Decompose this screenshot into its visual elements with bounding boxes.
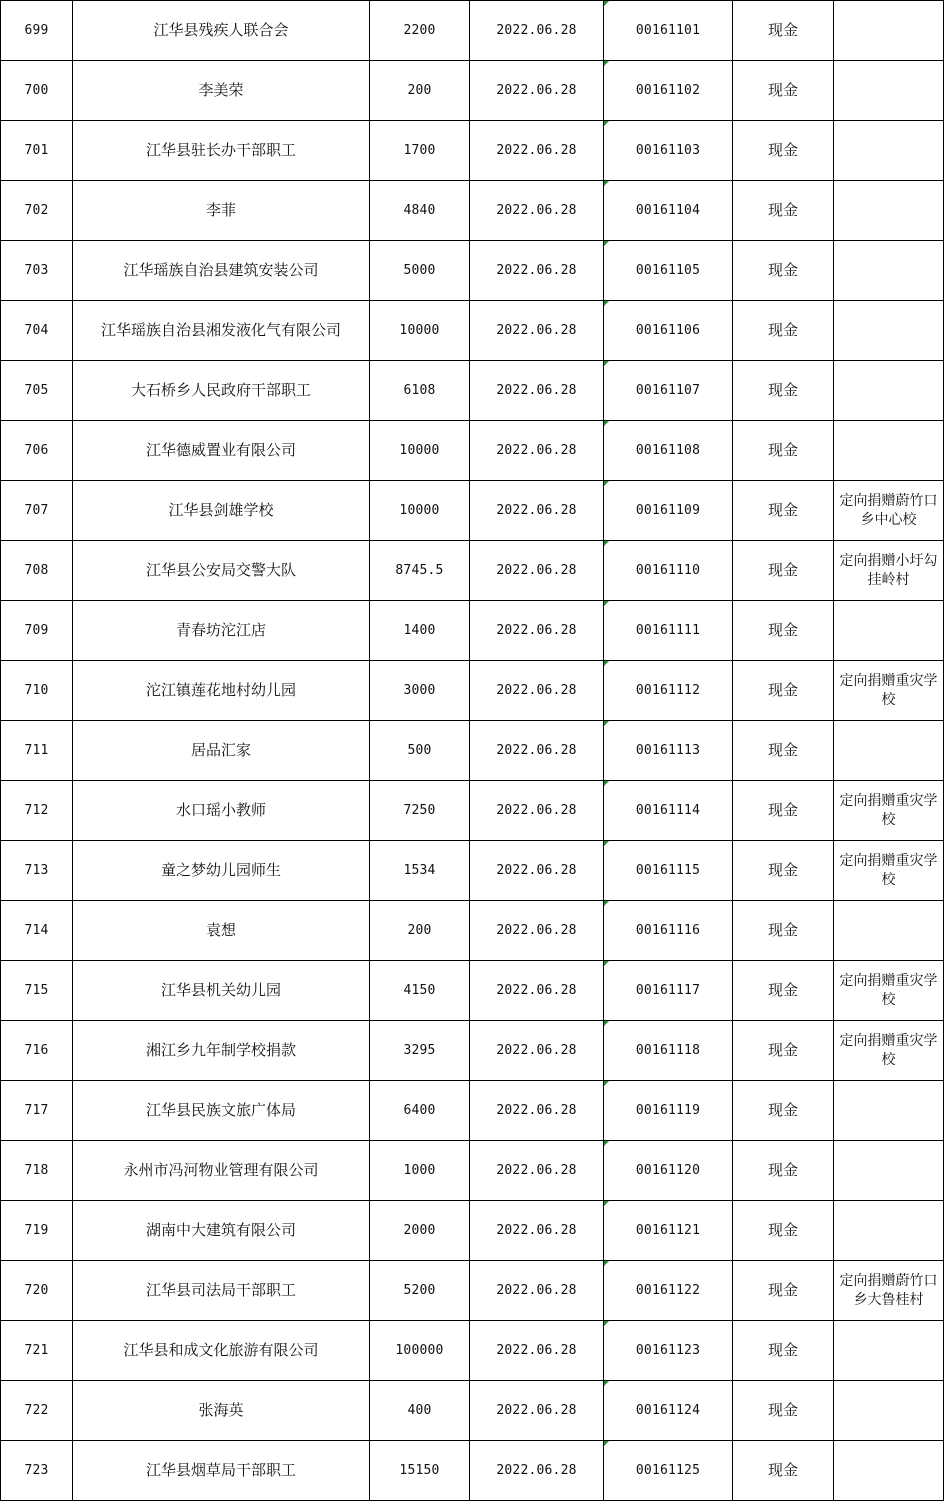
row-number: 705 [1, 361, 73, 421]
donation-amount: 1700 [370, 121, 470, 181]
donation-note [834, 901, 944, 961]
donation-note [834, 421, 944, 481]
table-row [1, 661, 944, 721]
donation-note: 定向捐赠重灾学校 [834, 841, 944, 901]
table-row [1, 1201, 944, 1261]
donation-date: 2022.06.28 [470, 61, 604, 121]
payment-method: 现金 [733, 721, 834, 781]
donation-date: 2022.06.28 [470, 1381, 604, 1441]
donor-name: 童之梦幼儿园师生 [73, 841, 370, 901]
row-number: 711 [1, 721, 73, 781]
row-number: 708 [1, 541, 73, 601]
cell-comment-marker-icon [604, 241, 609, 246]
payment-method: 现金 [733, 841, 834, 901]
donation-note: 定向捐赠小圩勾挂岭村 [834, 541, 944, 601]
donor-name: 居品汇家 [73, 721, 370, 781]
payment-method: 现金 [733, 1201, 834, 1261]
cell-comment-marker-icon [604, 1081, 609, 1086]
row-number: 706 [1, 421, 73, 481]
receipt-number-text: 00161121 [635, 1223, 701, 1238]
donation-amount: 200 [370, 901, 470, 961]
donor-name: 江华县残疾人联合会 [73, 1, 370, 61]
donation-note [834, 721, 944, 781]
donation-amount: 400 [370, 1381, 470, 1441]
table-row [1, 361, 944, 421]
receipt-number-text: 00161116 [635, 923, 701, 938]
receipt-number [604, 241, 733, 301]
donation-date: 2022.06.28 [470, 481, 604, 541]
donor-name: 湘江乡九年制学校捐款 [73, 1021, 370, 1081]
donation-date: 2022.06.28 [470, 841, 604, 901]
donation-note [834, 361, 944, 421]
cell-comment-marker-icon [604, 1141, 609, 1146]
receipt-number [604, 1081, 733, 1141]
receipt-number-text: 00161117 [635, 983, 701, 998]
cell-comment-marker-icon [604, 781, 609, 786]
donor-name: 永州市冯河物业管理有限公司 [73, 1141, 370, 1201]
donation-date: 2022.06.28 [470, 421, 604, 481]
payment-method: 现金 [733, 1021, 834, 1081]
donation-amount: 2000 [370, 1201, 470, 1261]
donor-name: 江华县机关幼儿园 [73, 961, 370, 1021]
donation-date: 2022.06.28 [470, 1441, 604, 1501]
payment-method: 现金 [733, 901, 834, 961]
donor-name: 沱江镇莲花地村幼儿园 [73, 661, 370, 721]
donation-amount: 1400 [370, 601, 470, 661]
row-number: 704 [1, 301, 73, 361]
donor-name: 大石桥乡人民政府干部职工 [73, 361, 370, 421]
row-number: 699 [1, 1, 73, 61]
donation-date: 2022.06.28 [470, 301, 604, 361]
payment-method: 现金 [733, 1321, 834, 1381]
receipt-number-text: 00161118 [635, 1043, 701, 1058]
payment-method: 现金 [733, 1081, 834, 1141]
payment-method: 现金 [733, 241, 834, 301]
donation-amount: 5200 [370, 1261, 470, 1321]
receipt-number-text: 00161124 [635, 1403, 701, 1418]
receipt-number-text: 00161114 [635, 803, 701, 818]
receipt-number [604, 421, 733, 481]
receipt-number [604, 361, 733, 421]
receipt-number-text: 00161107 [635, 383, 701, 398]
table-row [1, 481, 944, 541]
donation-date: 2022.06.28 [470, 181, 604, 241]
row-number: 712 [1, 781, 73, 841]
donation-amount: 10000 [370, 421, 470, 481]
donation-amount: 500 [370, 721, 470, 781]
cell-comment-marker-icon [604, 421, 609, 426]
payment-method: 现金 [733, 361, 834, 421]
receipt-number-text: 00161108 [635, 443, 701, 458]
donor-name: 江华县民族文旅广体局 [73, 1081, 370, 1141]
donation-date: 2022.06.28 [470, 661, 604, 721]
table-row [1, 1381, 944, 1441]
row-number: 701 [1, 121, 73, 181]
table-row [1, 781, 944, 841]
table-row [1, 721, 944, 781]
row-number: 717 [1, 1081, 73, 1141]
table-row [1, 1081, 944, 1141]
receipt-number [604, 61, 733, 121]
table-row [1, 1021, 944, 1081]
receipt-number [604, 481, 733, 541]
payment-method: 现金 [733, 541, 834, 601]
donation-note: 定向捐赠蔚竹口乡中心校 [834, 481, 944, 541]
table-row [1, 301, 944, 361]
receipt-number-text: 00161112 [635, 683, 701, 698]
donor-name: 江华县驻长办干部职工 [73, 121, 370, 181]
cell-comment-marker-icon [604, 1021, 609, 1026]
payment-method: 现金 [733, 121, 834, 181]
donation-amount: 4150 [370, 961, 470, 1021]
donation-note [834, 1141, 944, 1201]
cell-comment-marker-icon [604, 901, 609, 906]
table-row [1, 1, 944, 61]
table-row [1, 61, 944, 121]
table-row [1, 1441, 944, 1501]
receipt-number-text: 00161110 [635, 563, 701, 578]
receipt-number-text: 00161104 [635, 203, 701, 218]
donor-name: 江华县和成文化旅游有限公司 [73, 1321, 370, 1381]
receipt-number [604, 721, 733, 781]
donation-amount: 7250 [370, 781, 470, 841]
table-body [1, 1, 944, 1501]
receipt-number [604, 1021, 733, 1081]
donation-note [834, 1201, 944, 1261]
row-number: 715 [1, 961, 73, 1021]
receipt-number-text: 00161109 [635, 503, 701, 518]
donation-note [834, 1, 944, 61]
row-number: 703 [1, 241, 73, 301]
table-row [1, 121, 944, 181]
row-number: 723 [1, 1441, 73, 1501]
donation-date: 2022.06.28 [470, 601, 604, 661]
row-number: 714 [1, 901, 73, 961]
cell-comment-marker-icon [604, 1201, 609, 1206]
cell-comment-marker-icon [604, 661, 609, 666]
row-number: 702 [1, 181, 73, 241]
cell-comment-marker-icon [604, 1, 609, 6]
cell-comment-marker-icon [604, 721, 609, 726]
donation-date: 2022.06.28 [470, 121, 604, 181]
donation-amount: 1534 [370, 841, 470, 901]
table-row [1, 901, 944, 961]
receipt-number [604, 961, 733, 1021]
row-number: 719 [1, 1201, 73, 1261]
payment-method: 现金 [733, 961, 834, 1021]
donor-name: 青春坊沱江店 [73, 601, 370, 661]
table-row [1, 181, 944, 241]
donor-name: 张海英 [73, 1381, 370, 1441]
cell-comment-marker-icon [604, 61, 609, 66]
row-number: 713 [1, 841, 73, 901]
donation-amount: 6108 [370, 361, 470, 421]
payment-method: 现金 [733, 481, 834, 541]
receipt-number [604, 841, 733, 901]
receipt-number [604, 121, 733, 181]
donation-date: 2022.06.28 [470, 781, 604, 841]
row-number: 722 [1, 1381, 73, 1441]
donor-name: 江华瑶族自治县湘发液化气有限公司 [73, 301, 370, 361]
row-number: 718 [1, 1141, 73, 1201]
receipt-number [604, 1201, 733, 1261]
receipt-number-text: 00161111 [635, 623, 701, 638]
cell-comment-marker-icon [604, 121, 609, 126]
cell-comment-marker-icon [604, 1321, 609, 1326]
receipt-number [604, 1141, 733, 1201]
donation-note: 定向捐赠重灾学校 [834, 961, 944, 1021]
donation-note: 定向捐赠重灾学校 [834, 1021, 944, 1081]
donation-note [834, 301, 944, 361]
cell-comment-marker-icon [604, 1441, 609, 1446]
donation-amount: 2200 [370, 1, 470, 61]
payment-method: 现金 [733, 301, 834, 361]
donation-date: 2022.06.28 [470, 1021, 604, 1081]
receipt-number-text: 00161115 [635, 863, 701, 878]
table-row [1, 1141, 944, 1201]
donation-date: 2022.06.28 [470, 361, 604, 421]
donation-amount: 8745.5 [370, 541, 470, 601]
donation-note [834, 241, 944, 301]
donation-amount: 10000 [370, 481, 470, 541]
donation-amount: 100000 [370, 1321, 470, 1381]
donor-name: 江华县烟草局干部职工 [73, 1441, 370, 1501]
receipt-number-text: 00161102 [635, 83, 701, 98]
donation-note [834, 1441, 944, 1501]
donation-date: 2022.06.28 [470, 901, 604, 961]
cell-comment-marker-icon [604, 541, 609, 546]
payment-method: 现金 [733, 181, 834, 241]
donor-name: 水口瑶小教师 [73, 781, 370, 841]
donation-amount: 6400 [370, 1081, 470, 1141]
receipt-number-text: 00161120 [635, 1163, 701, 1178]
payment-method: 现金 [733, 601, 834, 661]
donor-name: 江华瑶族自治县建筑安装公司 [73, 241, 370, 301]
donor-name: 江华县公安局交警大队 [73, 541, 370, 601]
receipt-number-text: 00161103 [635, 143, 701, 158]
donation-date: 2022.06.28 [470, 1201, 604, 1261]
payment-method: 现金 [733, 1, 834, 61]
receipt-number-text: 00161101 [635, 23, 701, 38]
receipt-number [604, 1321, 733, 1381]
receipt-number [604, 1261, 733, 1321]
donation-note [834, 61, 944, 121]
table-row [1, 601, 944, 661]
cell-comment-marker-icon [604, 301, 609, 306]
donation-note: 定向捐赠蔚竹口乡大鲁桂村 [834, 1261, 944, 1321]
payment-method: 现金 [733, 781, 834, 841]
row-number: 709 [1, 601, 73, 661]
donation-amount: 15150 [370, 1441, 470, 1501]
receipt-number [604, 781, 733, 841]
table-row [1, 421, 944, 481]
payment-method: 现金 [733, 1441, 834, 1501]
cell-comment-marker-icon [604, 361, 609, 366]
donation-amount: 200 [370, 61, 470, 121]
donation-date: 2022.06.28 [470, 541, 604, 601]
payment-method: 现金 [733, 421, 834, 481]
donation-amount: 3000 [370, 661, 470, 721]
receipt-number-text: 00161105 [635, 263, 701, 278]
table-row [1, 1321, 944, 1381]
table-row [1, 241, 944, 301]
receipt-number [604, 1441, 733, 1501]
row-number: 707 [1, 481, 73, 541]
table-row [1, 841, 944, 901]
donor-name: 江华德威置业有限公司 [73, 421, 370, 481]
payment-method: 现金 [733, 661, 834, 721]
donation-note [834, 181, 944, 241]
cell-comment-marker-icon [604, 601, 609, 606]
table-row [1, 1261, 944, 1321]
donation-date: 2022.06.28 [470, 241, 604, 301]
donation-note [834, 1321, 944, 1381]
donation-amount: 4840 [370, 181, 470, 241]
receipt-number-text: 00161122 [635, 1283, 701, 1298]
table-row [1, 961, 944, 1021]
row-number: 716 [1, 1021, 73, 1081]
donation-note [834, 601, 944, 661]
donation-note: 定向捐赠重灾学校 [834, 781, 944, 841]
payment-method: 现金 [733, 1261, 834, 1321]
donor-name: 袁想 [73, 901, 370, 961]
donation-date: 2022.06.28 [470, 1081, 604, 1141]
donation-amount: 10000 [370, 301, 470, 361]
receipt-number-text: 00161106 [635, 323, 701, 338]
receipt-number [604, 301, 733, 361]
receipt-number [604, 1, 733, 61]
row-number: 721 [1, 1321, 73, 1381]
receipt-number-text: 00161123 [635, 1343, 701, 1358]
donor-name: 李菲 [73, 181, 370, 241]
cell-comment-marker-icon [604, 961, 609, 966]
receipt-number-text: 00161119 [635, 1103, 701, 1118]
payment-method: 现金 [733, 1381, 834, 1441]
donation-amount: 3295 [370, 1021, 470, 1081]
cell-comment-marker-icon [604, 841, 609, 846]
donation-date: 2022.06.28 [470, 1141, 604, 1201]
row-number: 720 [1, 1261, 73, 1321]
donation-note: 定向捐赠重灾学校 [834, 661, 944, 721]
donation-note [834, 1081, 944, 1141]
receipt-number [604, 541, 733, 601]
donor-name: 李美荣 [73, 61, 370, 121]
row-number: 710 [1, 661, 73, 721]
donation-amount: 1000 [370, 1141, 470, 1201]
donation-date: 2022.06.28 [470, 1321, 604, 1381]
payment-method: 现金 [733, 1141, 834, 1201]
cell-comment-marker-icon [604, 481, 609, 486]
receipt-number [604, 901, 733, 961]
donor-name: 湖南中大建筑有限公司 [73, 1201, 370, 1261]
receipt-number-text: 00161113 [635, 743, 701, 758]
donation-amount: 5000 [370, 241, 470, 301]
receipt-number [604, 601, 733, 661]
donation-date: 2022.06.28 [470, 961, 604, 1021]
donation-date: 2022.06.28 [470, 1, 604, 61]
receipt-number [604, 1381, 733, 1441]
donation-date: 2022.06.28 [470, 1261, 604, 1321]
cell-comment-marker-icon [604, 1381, 609, 1386]
donation-note [834, 121, 944, 181]
receipt-number [604, 181, 733, 241]
row-number: 700 [1, 61, 73, 121]
donation-note [834, 1381, 944, 1441]
table-row [1, 541, 944, 601]
payment-method: 现金 [733, 61, 834, 121]
donor-name: 江华县剑雄学校 [73, 481, 370, 541]
donor-name: 江华县司法局干部职工 [73, 1261, 370, 1321]
donation-date: 2022.06.28 [470, 721, 604, 781]
receipt-number [604, 661, 733, 721]
cell-comment-marker-icon [604, 1261, 609, 1266]
receipt-number-text: 00161125 [635, 1463, 701, 1478]
cell-comment-marker-icon [604, 181, 609, 186]
